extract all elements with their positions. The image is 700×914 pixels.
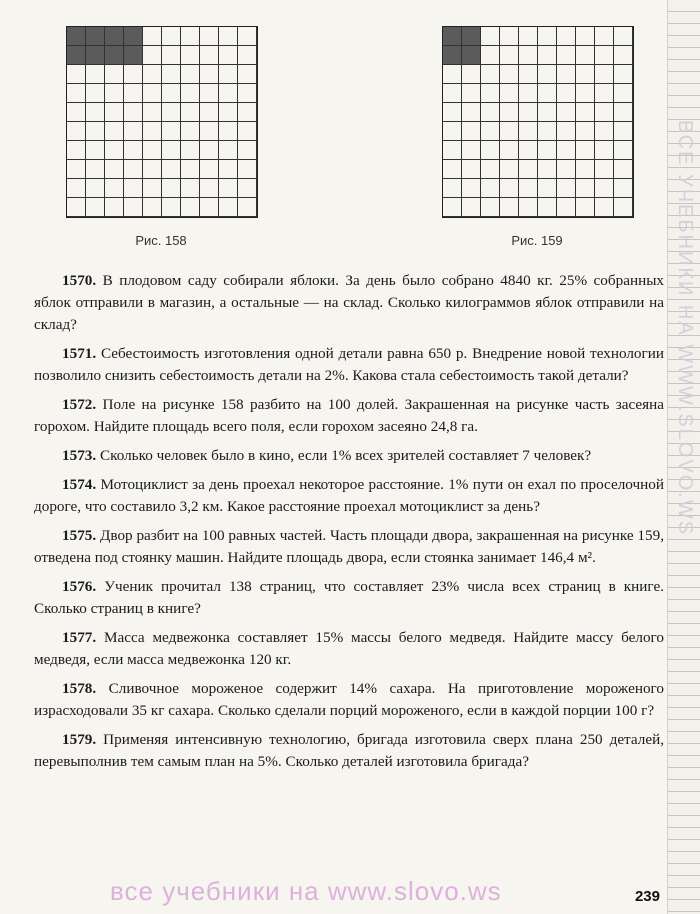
grid-cell: [462, 160, 481, 179]
problem-number: 1579.: [62, 731, 97, 748]
grid-cell: [614, 141, 633, 160]
problem-1574: [34, 474, 664, 518]
grid-cell: [481, 122, 500, 141]
grid-cell: [557, 27, 576, 46]
grid-cell: [557, 198, 576, 217]
grid-cell: [519, 84, 538, 103]
grid-cell: [143, 103, 162, 122]
grid-cell: [219, 179, 238, 198]
grid-cell: [67, 84, 86, 103]
grid-cell: [443, 179, 462, 198]
grid-cell: [481, 179, 500, 198]
grid-cell: [86, 103, 105, 122]
grid-cell: [105, 122, 124, 141]
problem-1578: [34, 678, 664, 722]
grid-cell: [500, 160, 519, 179]
problem-text: Ученик прочитал 138 страниц, что составляет 23% числа всех страниц в книге. Сколько страниц в книге?: [34, 578, 664, 617]
shaded-grid-cell: [105, 46, 124, 65]
grid-cell: [143, 198, 162, 217]
shaded-grid-cell: [86, 46, 105, 65]
grid-cell: [576, 179, 595, 198]
problem-1579: [34, 729, 664, 773]
grid-cell: [538, 65, 557, 84]
grid-cell: [500, 27, 519, 46]
grid-cell: [538, 84, 557, 103]
problem-number: 1572.: [62, 396, 97, 413]
grid-cell: [538, 198, 557, 217]
grid-cell: [443, 122, 462, 141]
problem-list: [34, 270, 664, 780]
grid-cell: [557, 141, 576, 160]
grid-cell: [462, 122, 481, 141]
grid-cell: [462, 179, 481, 198]
grid-cell: [181, 141, 200, 160]
grid-cell: [481, 160, 500, 179]
grid-cell: [105, 84, 124, 103]
grid-cell: [500, 46, 519, 65]
figure-159: [442, 26, 632, 248]
grid-cell: [238, 198, 257, 217]
grid-cell: [538, 141, 557, 160]
grid-cell: [557, 179, 576, 198]
grid-cell: [105, 198, 124, 217]
grid-cell: [124, 160, 143, 179]
grid-cell: [557, 103, 576, 122]
grid-cell: [162, 141, 181, 160]
grid-cell: [86, 179, 105, 198]
grid-cell: [519, 198, 538, 217]
grid-cell: [67, 141, 86, 160]
grid-cell: [143, 141, 162, 160]
grid-cell: [219, 65, 238, 84]
grid-cell: [143, 65, 162, 84]
grid-cell: [500, 84, 519, 103]
grid-cell: [219, 46, 238, 65]
grid-cell: [162, 46, 181, 65]
shaded-grid-cell: [67, 27, 86, 46]
grid-cell: [557, 84, 576, 103]
page-number: 239: [634, 888, 660, 905]
grid-cell: [519, 46, 538, 65]
grid-cell: [181, 198, 200, 217]
grid-cell: [595, 27, 614, 46]
grid-cell: [105, 141, 124, 160]
grid-cell: [519, 27, 538, 46]
grid-cell: [519, 65, 538, 84]
grid-cell: [238, 160, 257, 179]
grid-cell: [595, 198, 614, 217]
grid-cell: [576, 141, 595, 160]
problem-text: Мотоциклист за день проехал некоторое расстояние. 1% пути он ехал по проселочной дороге, что составило 3,2 км. Какое расстояние проехал мотоциклист за день?: [34, 476, 664, 515]
shaded-grid-cell: [462, 46, 481, 65]
grid-cell: [557, 160, 576, 179]
grid-cell: [219, 122, 238, 141]
grid-cell: [238, 27, 257, 46]
figure-158: [66, 26, 256, 248]
grid-cell: [86, 122, 105, 141]
grid-cell: [86, 198, 105, 217]
figure-caption: Рис. 158: [135, 233, 187, 248]
grid-cell: [481, 27, 500, 46]
grid-cell: [162, 65, 181, 84]
grid-159: [442, 26, 634, 218]
grid-cell: [576, 65, 595, 84]
grid-cell: [143, 179, 162, 198]
grid-cell: [443, 103, 462, 122]
grid-cell: [200, 160, 219, 179]
grid-cell: [67, 122, 86, 141]
grid-cell: [219, 103, 238, 122]
grid-cell: [595, 84, 614, 103]
grid-cell: [143, 46, 162, 65]
grid-cell: [462, 84, 481, 103]
grid-cell: [519, 122, 538, 141]
grid-cell: [105, 160, 124, 179]
grid-cell: [143, 84, 162, 103]
problem-number: 1571.: [62, 345, 97, 362]
grid-cell: [576, 46, 595, 65]
graph-paper-margin: [667, 0, 700, 914]
grid-cell: [519, 179, 538, 198]
grid-cell: [614, 27, 633, 46]
grid-cell: [105, 103, 124, 122]
shaded-grid-cell: [462, 27, 481, 46]
grid-cell: [200, 103, 219, 122]
grid-cell: [200, 27, 219, 46]
grid-cell: [462, 103, 481, 122]
grid-cell: [67, 198, 86, 217]
grid-cell: [614, 46, 633, 65]
shaded-grid-cell: [67, 46, 86, 65]
grid-cell: [105, 65, 124, 84]
grid-cell: [481, 84, 500, 103]
problem-1570: [34, 270, 664, 336]
grid-cell: [519, 103, 538, 122]
problem-number: 1573.: [62, 447, 97, 464]
grid-cell: [576, 122, 595, 141]
problem-1572: [34, 394, 664, 438]
problem-1576: [34, 576, 664, 620]
problem-number: 1570.: [62, 272, 97, 289]
grid-cell: [200, 46, 219, 65]
grid-cell: [200, 122, 219, 141]
grid-cell: [614, 160, 633, 179]
grid-cell: [86, 65, 105, 84]
grid-cell: [143, 122, 162, 141]
grid-cell: [462, 198, 481, 217]
grid-cell: [500, 65, 519, 84]
grid-cell: [500, 179, 519, 198]
grid-cell: [124, 198, 143, 217]
grid-cell: [67, 160, 86, 179]
problem-text: Поле на рисунке 158 разбито на 100 долей. Закрашенная на рисунке часть засеяна горохом. Найдите площадь всего поля, если горохом засеяно 24,8 га.: [34, 396, 665, 435]
grid-cell: [519, 160, 538, 179]
grid-cell: [162, 27, 181, 46]
grid-cell: [162, 84, 181, 103]
shaded-grid-cell: [443, 27, 462, 46]
grid-cell: [181, 122, 200, 141]
grid-cell: [238, 65, 257, 84]
problem-number: 1578.: [62, 680, 97, 697]
grid-cell: [105, 179, 124, 198]
grid-cell: [67, 65, 86, 84]
grid-cell: [576, 160, 595, 179]
grid-cell: [67, 103, 86, 122]
grid-cell: [595, 103, 614, 122]
grid-cell: [614, 122, 633, 141]
grid-cell: [181, 84, 200, 103]
grid-cell: [181, 103, 200, 122]
problem-text: Сколько человек было в кино, если 1% всех зрителей составляет 7 человек?: [99, 447, 592, 464]
grid-cell: [481, 65, 500, 84]
grid-158: [66, 26, 258, 218]
grid-cell: [86, 84, 105, 103]
grid-cell: [595, 141, 614, 160]
grid-cell: [576, 27, 595, 46]
grid-cell: [200, 198, 219, 217]
shaded-grid-cell: [443, 46, 462, 65]
grid-cell: [538, 122, 557, 141]
problem-1577: [34, 627, 664, 671]
grid-cell: [462, 65, 481, 84]
grid-cell: [462, 141, 481, 160]
grid-cell: [219, 84, 238, 103]
grid-cell: [614, 65, 633, 84]
grid-cell: [181, 46, 200, 65]
grid-cell: [238, 46, 257, 65]
grid-cell: [481, 103, 500, 122]
grid-cell: [162, 122, 181, 141]
grid-cell: [124, 65, 143, 84]
grid-cell: [219, 141, 238, 160]
grid-cell: [143, 160, 162, 179]
grid-cell: [86, 160, 105, 179]
problem-1575: [34, 525, 664, 569]
grid-cell: [124, 141, 143, 160]
problem-text: Применяя интенсивную технологию, бригада изготовила сверх плана 250 деталей, перевыполнив тем самым план на 5%. Сколько деталей изготовила бригада?: [34, 731, 665, 770]
grid-cell: [500, 198, 519, 217]
problem-1573: [34, 445, 664, 467]
grid-cell: [86, 141, 105, 160]
vertical-watermark: ВСЕ УЧЕБНИКИ НА WWW.SLOVO.WS: [674, 120, 696, 537]
grid-cell: [181, 160, 200, 179]
grid-cell: [443, 141, 462, 160]
grid-cell: [238, 179, 257, 198]
grid-cell: [557, 46, 576, 65]
grid-cell: [481, 141, 500, 160]
grid-cell: [162, 198, 181, 217]
grid-cell: [557, 65, 576, 84]
grid-cell: [238, 84, 257, 103]
grid-cell: [200, 84, 219, 103]
problem-number: 1576.: [62, 578, 97, 595]
grid-cell: [181, 179, 200, 198]
grid-cell: [538, 179, 557, 198]
grid-cell: [500, 122, 519, 141]
problem-number: 1577.: [62, 629, 97, 646]
grid-cell: [200, 179, 219, 198]
grid-cell: [595, 65, 614, 84]
grid-cell: [219, 27, 238, 46]
grid-cell: [538, 160, 557, 179]
grid-cell: [238, 141, 257, 160]
problem-text: Масса медвежонка составляет 15% массы белого медведя. Найдите массу белого медведя, если масса медвежонка 120 кг.: [34, 629, 664, 668]
grid-cell: [162, 160, 181, 179]
grid-cell: [576, 84, 595, 103]
grid-cell: [219, 160, 238, 179]
grid-cell: [124, 103, 143, 122]
grid-cell: [124, 84, 143, 103]
grid-cell: [162, 103, 181, 122]
grid-cell: [500, 103, 519, 122]
figure-caption: Рис. 159: [511, 233, 563, 248]
grid-cell: [200, 141, 219, 160]
grid-cell: [595, 160, 614, 179]
grid-cell: [576, 103, 595, 122]
grid-cell: [538, 46, 557, 65]
grid-cell: [143, 27, 162, 46]
grid-cell: [614, 198, 633, 217]
grid-cell: [576, 198, 595, 217]
grid-cell: [443, 198, 462, 217]
grid-cell: [238, 103, 257, 122]
grid-cell: [614, 103, 633, 122]
grid-cell: [595, 122, 614, 141]
shaded-grid-cell: [105, 27, 124, 46]
grid-cell: [443, 160, 462, 179]
footer-watermark: все учебники на www.slovo.ws: [110, 876, 502, 906]
grid-cell: [124, 179, 143, 198]
shaded-grid-cell: [124, 27, 143, 46]
grid-cell: [124, 122, 143, 141]
grid-cell: [443, 65, 462, 84]
grid-cell: [181, 27, 200, 46]
grid-cell: [538, 27, 557, 46]
grid-cell: [238, 122, 257, 141]
grid-cell: [614, 84, 633, 103]
shaded-grid-cell: [86, 27, 105, 46]
grid-cell: [162, 179, 181, 198]
grid-cell: [481, 198, 500, 217]
grid-cell: [557, 122, 576, 141]
grid-cell: [443, 84, 462, 103]
shaded-grid-cell: [124, 46, 143, 65]
grid-cell: [200, 65, 219, 84]
problem-1571: [34, 343, 664, 387]
grid-cell: [67, 179, 86, 198]
problem-number: 1575.: [62, 527, 97, 544]
grid-cell: [219, 198, 238, 217]
grid-cell: [500, 141, 519, 160]
problem-text: Двор разбит на 100 равных частей. Часть площади двора, закрашенная на рисунке 159, отведена под стоянку машин. Найдите площадь двора, если стоянка занимает 146,4 м².: [34, 527, 665, 566]
grid-cell: [614, 179, 633, 198]
problem-text: Сливочное мороженое содержит 14% сахара. На приготовление мороженого израсходовали 35 кг сахара. Сколько сделали порций мороженого, если в каждой порции 100 г?: [34, 680, 664, 719]
problem-number: 1574.: [62, 476, 97, 493]
grid-cell: [595, 46, 614, 65]
grid-cell: [595, 179, 614, 198]
grid-cell: [538, 103, 557, 122]
grid-cell: [519, 141, 538, 160]
problem-text: Себестоимость изготовления одной детали равна 650 р. Внедрение новой технологии позволило снизить себестоимость детали на 2%. Какова стала себестоимость такой детали?: [34, 345, 665, 384]
problem-text: В плодовом саду собирали яблоки. За день было собрано 4840 кг. 25% собранных яблок отправили в магазин, а остальные — на склад. Сколько килограммов яблок отправили на склад?: [34, 272, 664, 333]
grid-cell: [481, 46, 500, 65]
grid-cell: [181, 65, 200, 84]
